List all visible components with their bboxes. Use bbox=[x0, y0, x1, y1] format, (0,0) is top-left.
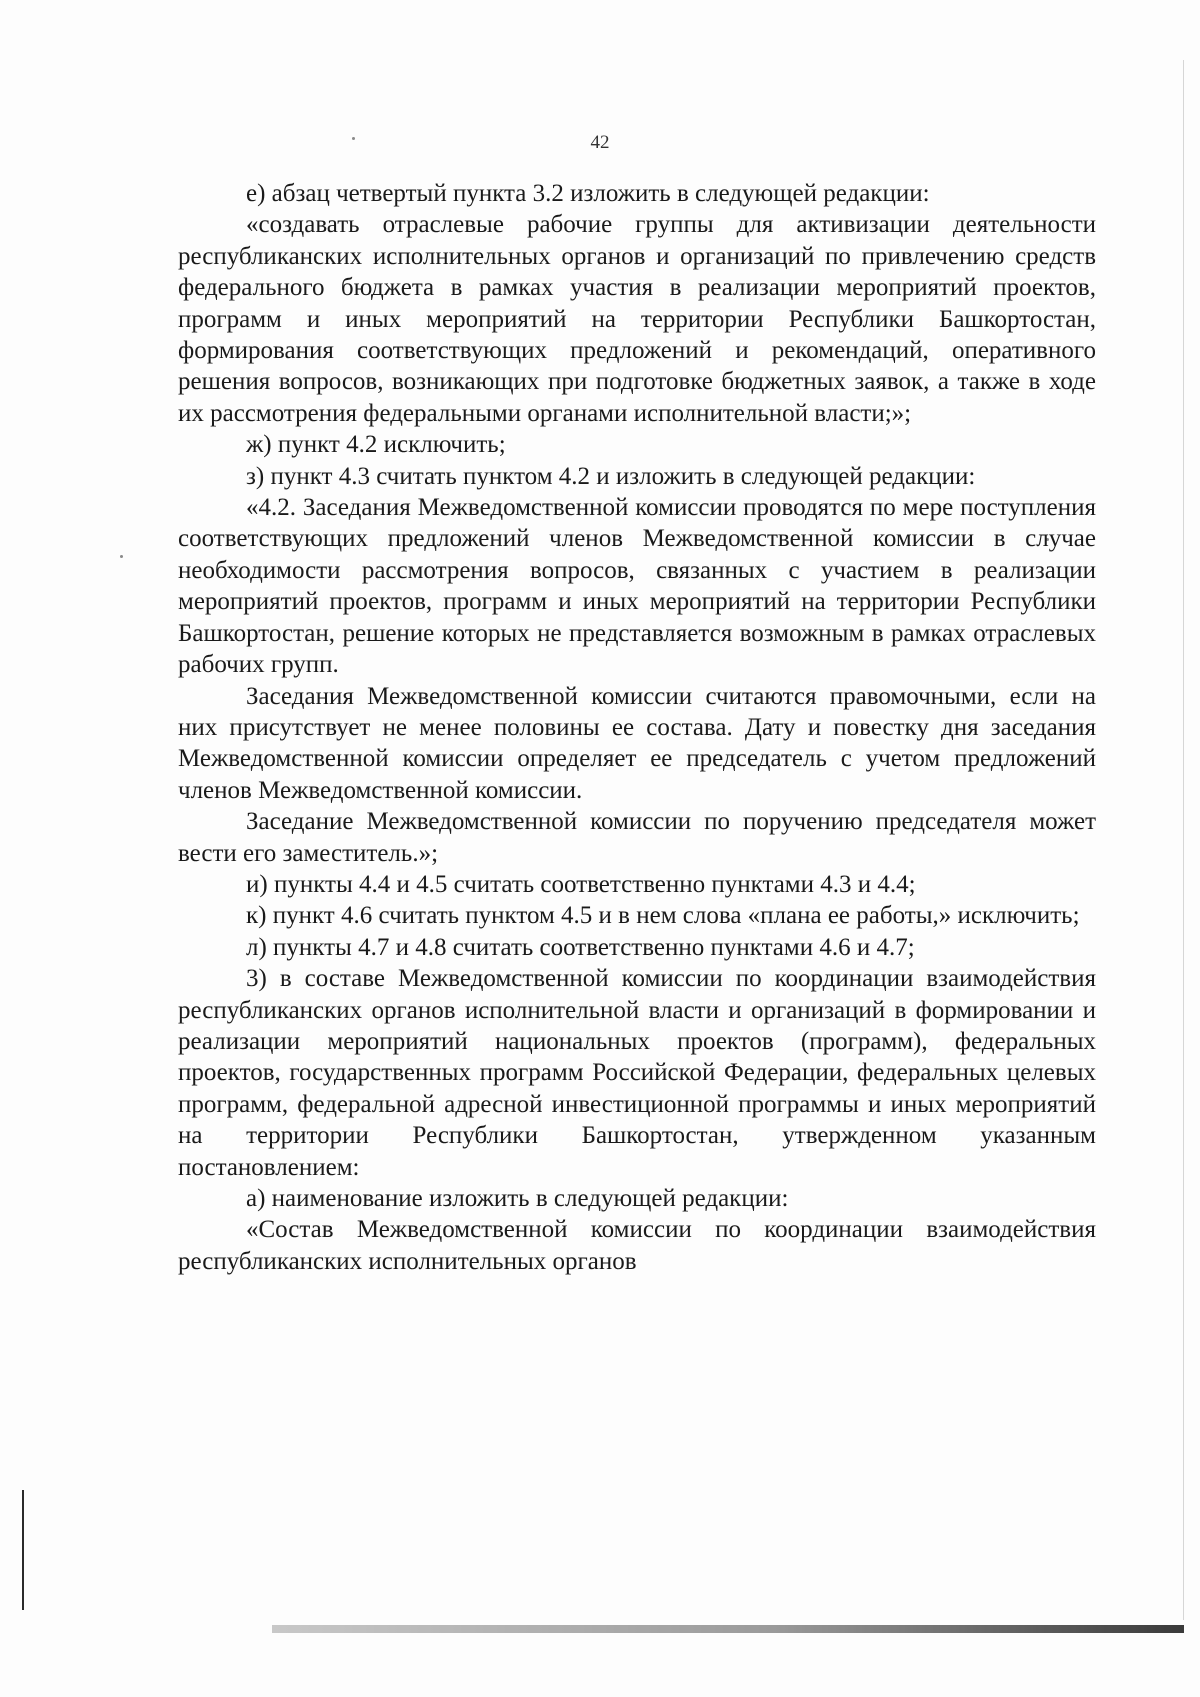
paragraph: «4.2. Заседания Межведомственной комиссии проводятся по мере поступления соответствующих предложений членов Межведомственной комиссии в случае необходимости рассмотрения вопросов, связанных с участием в реализации мероприятий проектов, программ и иных мероприятий на территории Республики Башкортостан, решение которых не представляется возможным в рамках отраслевых рабочих групп. bbox=[178, 494, 1096, 679]
paragraph: з) пункт 4.3 считать пунктом 4.2 и изложить в следующей редакции: bbox=[246, 462, 976, 490]
paragraph: е) абзац четвертый пункта 3.2 изложить в следующей редакции: bbox=[246, 180, 930, 207]
paragraph: Заседания Межведомственной комиссии считаются правомочными, если на них присутствует не менее половины ее состава. Дату и повестку дня заседания Межведомственной комиссии определяет ее председатель с учетом предложений членов Межведомственной комиссии. bbox=[178, 682, 1096, 804]
scan-right-edge bbox=[1183, 60, 1184, 1620]
page-number: 42 bbox=[590, 132, 610, 153]
paragraph: 3) в составе Межведомственной комиссии по координации взаимодействия республиканских органов исполнительной власти и организаций в формировании и реализации мероприятий национальных проектов (программ), федеральных проектов, государственных программ Российской Федерации, федеральных целевых программ, федеральной адресной инвестиционной программы и иных мероприятий на территории Республики Башкортостан, утвержденном указанным постановлением: bbox=[178, 965, 1096, 1181]
paragraph: к) пункт 4.6 считать пунктом 4.5 и в нем слова «плана ее работы,» исключить; bbox=[246, 902, 1080, 930]
paragraph: Заседание Межведомственной комиссии по поручению председателя может вести его заместитель.»; bbox=[178, 808, 1096, 867]
scan-bottom-edge bbox=[272, 1625, 1184, 1633]
paragraph: ж) пункт 4.2 исключить; bbox=[246, 431, 506, 459]
paragraph: и) пункты 4.4 и 4.5 считать соответственно пунктами 4.3 и 4.4; bbox=[246, 870, 916, 898]
paragraph: «Состав Межведомственной комиссии по координации взаимодействия республиканских исполнительных органов bbox=[178, 1216, 1096, 1275]
scan-speck bbox=[120, 555, 123, 558]
document-body bbox=[178, 178, 1096, 1277]
paragraph: «создавать отраслевые рабочие группы для активизации деятельности республиканских исполнительных органов и организаций по привлечению средств федерального бюджета в рамках участия в реализации мероприятий проектов, программ и иных мероприятий на территории Республики Башкортостан, формирования соответствующих предложений и рекомендаций, оперативного решения вопросов, возникающих при подготовке бюджетных заявок, а также в ходе их рассмотрения федеральными органами исполнительной власти;»; bbox=[178, 211, 1096, 427]
paragraph: л) пункты 4.7 и 4.8 считать соответственно пунктами 4.6 и 4.7; bbox=[246, 933, 915, 961]
paragraph: а) наименование изложить в следующей редакции: bbox=[246, 1185, 789, 1212]
scan-left-edge-mark bbox=[22, 1490, 24, 1610]
